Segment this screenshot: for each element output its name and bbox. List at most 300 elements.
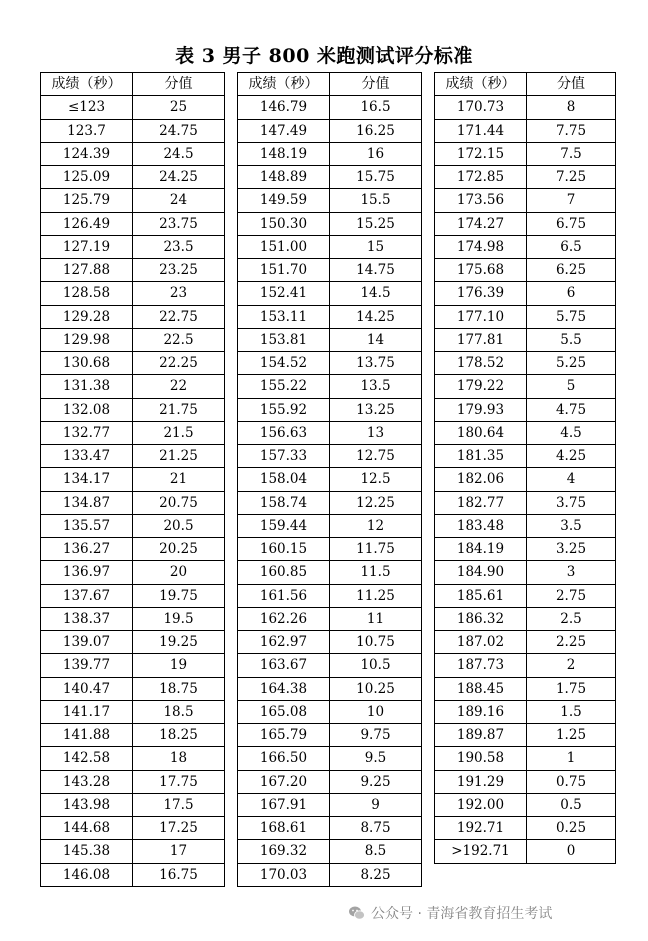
points-cell: 23.75 (133, 212, 225, 235)
table-row (41, 96, 225, 119)
table-row (41, 328, 225, 351)
score-cell: 148.19 (238, 142, 330, 165)
points-cell: 24 (133, 189, 225, 212)
table-row (238, 631, 422, 654)
points-cell: 9.5 (330, 747, 422, 770)
table-row (41, 282, 225, 305)
points-cell: 23.25 (133, 259, 225, 282)
points-cell: 20 (133, 561, 225, 584)
points-cell: 22 (133, 375, 225, 398)
points-cell: 4.75 (527, 398, 616, 421)
points-cell: 8 (527, 96, 616, 119)
score-cell: >192.71 (435, 840, 527, 863)
score-cell: 183.48 (435, 514, 527, 537)
points-cell: 14.5 (330, 282, 422, 305)
points-cell: 0.25 (527, 817, 616, 840)
score-cell: 165.08 (238, 700, 330, 723)
table-row (435, 793, 616, 816)
points-cell: 8.5 (330, 840, 422, 863)
table-header-row (238, 73, 422, 96)
table-row (41, 514, 225, 537)
points-cell: 11.25 (330, 584, 422, 607)
score-cell: 189.16 (435, 700, 527, 723)
score-cell: 187.02 (435, 631, 527, 654)
score-cell: 182.77 (435, 491, 527, 514)
score-cell: 151.00 (238, 235, 330, 258)
points-cell: 0.5 (527, 793, 616, 816)
points-cell: 4 (527, 468, 616, 491)
points-cell: 5.75 (527, 305, 616, 328)
table-header-row (41, 73, 225, 96)
score-cell: 173.56 (435, 189, 527, 212)
score-cell: 166.50 (238, 747, 330, 770)
score-cell: 143.28 (41, 770, 133, 793)
score-cell: 130.68 (41, 352, 133, 375)
score-cell: 162.97 (238, 631, 330, 654)
score-cell: 175.68 (435, 259, 527, 282)
points-cell: 17.5 (133, 793, 225, 816)
points-cell: 21 (133, 468, 225, 491)
table-row (435, 840, 616, 863)
points-cell: 14 (330, 328, 422, 351)
header-score: 成绩（秒） (435, 73, 527, 96)
points-cell: 21.25 (133, 445, 225, 468)
points-cell: 19.5 (133, 607, 225, 630)
points-cell: 0.75 (527, 770, 616, 793)
points-cell: 22.75 (133, 305, 225, 328)
score-cell: 164.38 (238, 677, 330, 700)
points-cell: 18 (133, 747, 225, 770)
points-cell: 1.75 (527, 677, 616, 700)
table-row (435, 235, 616, 258)
score-cell: 177.10 (435, 305, 527, 328)
table-row (238, 677, 422, 700)
points-cell: 3 (527, 561, 616, 584)
table-row (435, 305, 616, 328)
points-cell: 20.75 (133, 491, 225, 514)
points-cell: 12 (330, 514, 422, 537)
table-row (41, 561, 225, 584)
table-row (435, 119, 616, 142)
points-cell: 1.5 (527, 700, 616, 723)
score-cell: 145.38 (41, 840, 133, 863)
score-cell: 148.89 (238, 166, 330, 189)
points-cell: 24.25 (133, 166, 225, 189)
score-cell: 161.56 (238, 584, 330, 607)
score-cell: 139.07 (41, 631, 133, 654)
table-row (435, 514, 616, 537)
table-row (435, 445, 616, 468)
table-row (238, 793, 422, 816)
table-row (41, 724, 225, 747)
score-cell: 153.11 (238, 305, 330, 328)
points-cell: 7.5 (527, 142, 616, 165)
points-cell: 1 (527, 747, 616, 770)
score-cell: 141.17 (41, 700, 133, 723)
points-cell: 17 (133, 840, 225, 863)
table-row (238, 491, 422, 514)
score-cell: 156.63 (238, 421, 330, 444)
score-cell: 184.90 (435, 561, 527, 584)
score-cell: 182.06 (435, 468, 527, 491)
score-cell: 127.19 (41, 235, 133, 258)
score-cell: 142.58 (41, 747, 133, 770)
score-cell: 134.87 (41, 491, 133, 514)
table-row (238, 305, 422, 328)
table-row (238, 259, 422, 282)
table-row (41, 747, 225, 770)
score-cell: 125.79 (41, 189, 133, 212)
score-cell: 177.81 (435, 328, 527, 351)
table-row (238, 468, 422, 491)
points-cell: 13.25 (330, 398, 422, 421)
score-cell: 158.04 (238, 468, 330, 491)
points-cell: 14.25 (330, 305, 422, 328)
points-cell: 15.75 (330, 166, 422, 189)
table-row (41, 654, 225, 677)
points-cell: 24.5 (133, 142, 225, 165)
points-cell: 25 (133, 96, 225, 119)
score-cell: 128.58 (41, 282, 133, 305)
table-row (41, 840, 225, 863)
table-row (41, 142, 225, 165)
points-cell: 2.25 (527, 631, 616, 654)
points-cell: 3.5 (527, 514, 616, 537)
points-cell: 22.5 (133, 328, 225, 351)
table-row (41, 375, 225, 398)
points-cell: 15.5 (330, 189, 422, 212)
table-row (238, 445, 422, 468)
points-cell: 5.5 (527, 328, 616, 351)
header-points: 分值 (133, 73, 225, 96)
header-score: 成绩（秒） (238, 73, 330, 96)
table-row (435, 817, 616, 840)
table-row (41, 212, 225, 235)
score-cell: 152.41 (238, 282, 330, 305)
header-points: 分值 (330, 73, 422, 96)
points-cell: 24.75 (133, 119, 225, 142)
score-cell: 190.58 (435, 747, 527, 770)
score-table-col-3 (434, 72, 616, 864)
score-cell: 188.45 (435, 677, 527, 700)
table-row (435, 654, 616, 677)
score-cell: 135.57 (41, 514, 133, 537)
score-cell: 168.61 (238, 817, 330, 840)
score-cell: 137.67 (41, 584, 133, 607)
table-row (41, 538, 225, 561)
points-cell: 8.25 (330, 863, 422, 886)
points-cell: 23 (133, 282, 225, 305)
score-cell: 155.92 (238, 398, 330, 421)
table-row (41, 189, 225, 212)
score-cell: 147.49 (238, 119, 330, 142)
table-row (435, 96, 616, 119)
table-row (435, 421, 616, 444)
table-row (238, 166, 422, 189)
points-cell: 9 (330, 793, 422, 816)
table-row (435, 561, 616, 584)
score-cell: 181.35 (435, 445, 527, 468)
score-cell: 171.44 (435, 119, 527, 142)
table-row (435, 212, 616, 235)
table-row (435, 166, 616, 189)
table-row (238, 212, 422, 235)
table-row (435, 142, 616, 165)
points-cell: 9.25 (330, 770, 422, 793)
score-cell: 160.85 (238, 561, 330, 584)
table-row (238, 375, 422, 398)
score-cell: 153.81 (238, 328, 330, 351)
table-row (435, 468, 616, 491)
score-table-col-2 (237, 72, 422, 887)
points-cell: 9.75 (330, 724, 422, 747)
points-cell: 11.5 (330, 561, 422, 584)
points-cell: 0 (527, 840, 616, 863)
table-row (41, 119, 225, 142)
points-cell: 17.25 (133, 817, 225, 840)
table-row (41, 700, 225, 723)
table-row (238, 282, 422, 305)
score-cell: 125.09 (41, 166, 133, 189)
table-row (238, 142, 422, 165)
points-cell: 2 (527, 654, 616, 677)
score-cell: 184.19 (435, 538, 527, 561)
points-cell: 4.25 (527, 445, 616, 468)
score-cell: 154.52 (238, 352, 330, 375)
table-row (41, 235, 225, 258)
header-points: 分值 (527, 73, 616, 96)
table-row (435, 282, 616, 305)
points-cell: 10 (330, 700, 422, 723)
table-row (41, 305, 225, 328)
score-cell: 151.70 (238, 259, 330, 282)
table-row (435, 631, 616, 654)
score-cell: 139.77 (41, 654, 133, 677)
table-row (435, 189, 616, 212)
points-cell: 16.75 (133, 863, 225, 886)
table-row (435, 584, 616, 607)
table-row (238, 817, 422, 840)
score-cell: 178.52 (435, 352, 527, 375)
table-row (238, 119, 422, 142)
table-row (435, 770, 616, 793)
score-cell: 162.26 (238, 607, 330, 630)
score-cell: 146.08 (41, 863, 133, 886)
score-cell: 127.88 (41, 259, 133, 282)
points-cell: 7 (527, 189, 616, 212)
score-cell: 158.74 (238, 491, 330, 514)
watermark (348, 904, 552, 922)
points-cell: 14.75 (330, 259, 422, 282)
points-cell: 17.75 (133, 770, 225, 793)
table-row (238, 514, 422, 537)
points-cell: 23.5 (133, 235, 225, 258)
score-cell: 167.20 (238, 770, 330, 793)
points-cell: 13.75 (330, 352, 422, 375)
table-row (238, 840, 422, 863)
table-row (238, 724, 422, 747)
score-cell: 132.08 (41, 398, 133, 421)
table-row (238, 328, 422, 351)
table-row (435, 398, 616, 421)
page-title: 表 3 男子 800 米跑测试评分标准 (175, 45, 473, 67)
table-row (41, 584, 225, 607)
score-cell: 150.30 (238, 212, 330, 235)
table-row (435, 328, 616, 351)
points-cell: 6.75 (527, 212, 616, 235)
score-cell: 143.98 (41, 793, 133, 816)
points-cell: 7.75 (527, 119, 616, 142)
score-cell: 136.27 (41, 538, 133, 561)
table-row (41, 352, 225, 375)
score-cell: 179.93 (435, 398, 527, 421)
score-cell: 126.49 (41, 212, 133, 235)
score-cell: 170.73 (435, 96, 527, 119)
points-cell: 16 (330, 142, 422, 165)
table-row (238, 561, 422, 584)
score-cell: 144.68 (41, 817, 133, 840)
table-row (41, 259, 225, 282)
score-cell: 179.22 (435, 375, 527, 398)
table-row (238, 189, 422, 212)
table-row (41, 817, 225, 840)
score-cell: 192.00 (435, 793, 527, 816)
table-row (435, 747, 616, 770)
score-cell: 172.15 (435, 142, 527, 165)
points-cell: 18.5 (133, 700, 225, 723)
points-cell: 20.25 (133, 538, 225, 561)
score-cell: 174.27 (435, 212, 527, 235)
table-row (41, 445, 225, 468)
table-row (238, 607, 422, 630)
points-cell: 3.25 (527, 538, 616, 561)
table-row (435, 375, 616, 398)
table-row (435, 724, 616, 747)
points-cell: 18.75 (133, 677, 225, 700)
table-row (238, 352, 422, 375)
watermark-text: 公众号 · 青海省教育招生考试 (371, 906, 553, 922)
score-cell: 149.59 (238, 189, 330, 212)
score-cell: 155.22 (238, 375, 330, 398)
points-cell: 16.5 (330, 96, 422, 119)
table-row (238, 398, 422, 421)
points-cell: 13.5 (330, 375, 422, 398)
score-cell: 132.77 (41, 421, 133, 444)
score-cell: 169.32 (238, 840, 330, 863)
points-cell: 10.5 (330, 654, 422, 677)
table-row (41, 677, 225, 700)
score-cell: 170.03 (238, 863, 330, 886)
points-cell: 2.5 (527, 607, 616, 630)
table-row (435, 677, 616, 700)
score-cell: 129.28 (41, 305, 133, 328)
table-row (41, 793, 225, 816)
score-cell: 159.44 (238, 514, 330, 537)
score-cell: 141.88 (41, 724, 133, 747)
table-row (41, 607, 225, 630)
score-cell: 165.79 (238, 724, 330, 747)
table-row (41, 863, 225, 886)
score-cell: 186.32 (435, 607, 527, 630)
points-cell: 21.75 (133, 398, 225, 421)
table-row (41, 166, 225, 189)
points-cell: 3.75 (527, 491, 616, 514)
table-row (435, 700, 616, 723)
header-score: 成绩（秒） (41, 73, 133, 96)
score-cell: 160.15 (238, 538, 330, 561)
score-cell: 129.98 (41, 328, 133, 351)
score-cell: 138.37 (41, 607, 133, 630)
score-cell: 134.17 (41, 468, 133, 491)
table-row (238, 584, 422, 607)
points-cell: 16.25 (330, 119, 422, 142)
score-cell: 124.39 (41, 142, 133, 165)
points-cell: 6.5 (527, 235, 616, 258)
table-row (41, 631, 225, 654)
points-cell: 6.25 (527, 259, 616, 282)
score-cell: 131.38 (41, 375, 133, 398)
points-cell: 1.25 (527, 724, 616, 747)
points-cell: 18.25 (133, 724, 225, 747)
score-cell: 180.64 (435, 421, 527, 444)
table-row (435, 259, 616, 282)
points-cell: 15.25 (330, 212, 422, 235)
table-row (238, 747, 422, 770)
points-cell: 13 (330, 421, 422, 444)
score-cell: 187.73 (435, 654, 527, 677)
score-cell: 133.47 (41, 445, 133, 468)
table-row (435, 491, 616, 514)
points-cell: 8.75 (330, 817, 422, 840)
points-cell: 7.25 (527, 166, 616, 189)
score-cell: 191.29 (435, 770, 527, 793)
table-row (238, 700, 422, 723)
table-row (41, 770, 225, 793)
table-header-row (435, 73, 616, 96)
points-cell: 10.25 (330, 677, 422, 700)
table-row (238, 421, 422, 444)
points-cell: 12.5 (330, 468, 422, 491)
score-cell: 189.87 (435, 724, 527, 747)
score-cell: 146.79 (238, 96, 330, 119)
wechat-icon (348, 904, 366, 922)
points-cell: 5 (527, 375, 616, 398)
score-cell: 123.7 (41, 119, 133, 142)
points-cell: 2.75 (527, 584, 616, 607)
table-row (238, 863, 422, 886)
points-cell: 19 (133, 654, 225, 677)
table-row (41, 421, 225, 444)
table-row (238, 538, 422, 561)
table-row (435, 538, 616, 561)
table-row (41, 491, 225, 514)
table-row (435, 607, 616, 630)
table-row (238, 96, 422, 119)
points-cell: 11 (330, 607, 422, 630)
score-cell: 172.85 (435, 166, 527, 189)
table-row (41, 398, 225, 421)
points-cell: 5.25 (527, 352, 616, 375)
score-cell: 176.39 (435, 282, 527, 305)
points-cell: 11.75 (330, 538, 422, 561)
points-cell: 12.75 (330, 445, 422, 468)
score-table-col-1 (40, 72, 225, 887)
points-cell: 12.25 (330, 491, 422, 514)
table-row (41, 468, 225, 491)
table-row (238, 235, 422, 258)
points-cell: 6 (527, 282, 616, 305)
table-row (435, 352, 616, 375)
